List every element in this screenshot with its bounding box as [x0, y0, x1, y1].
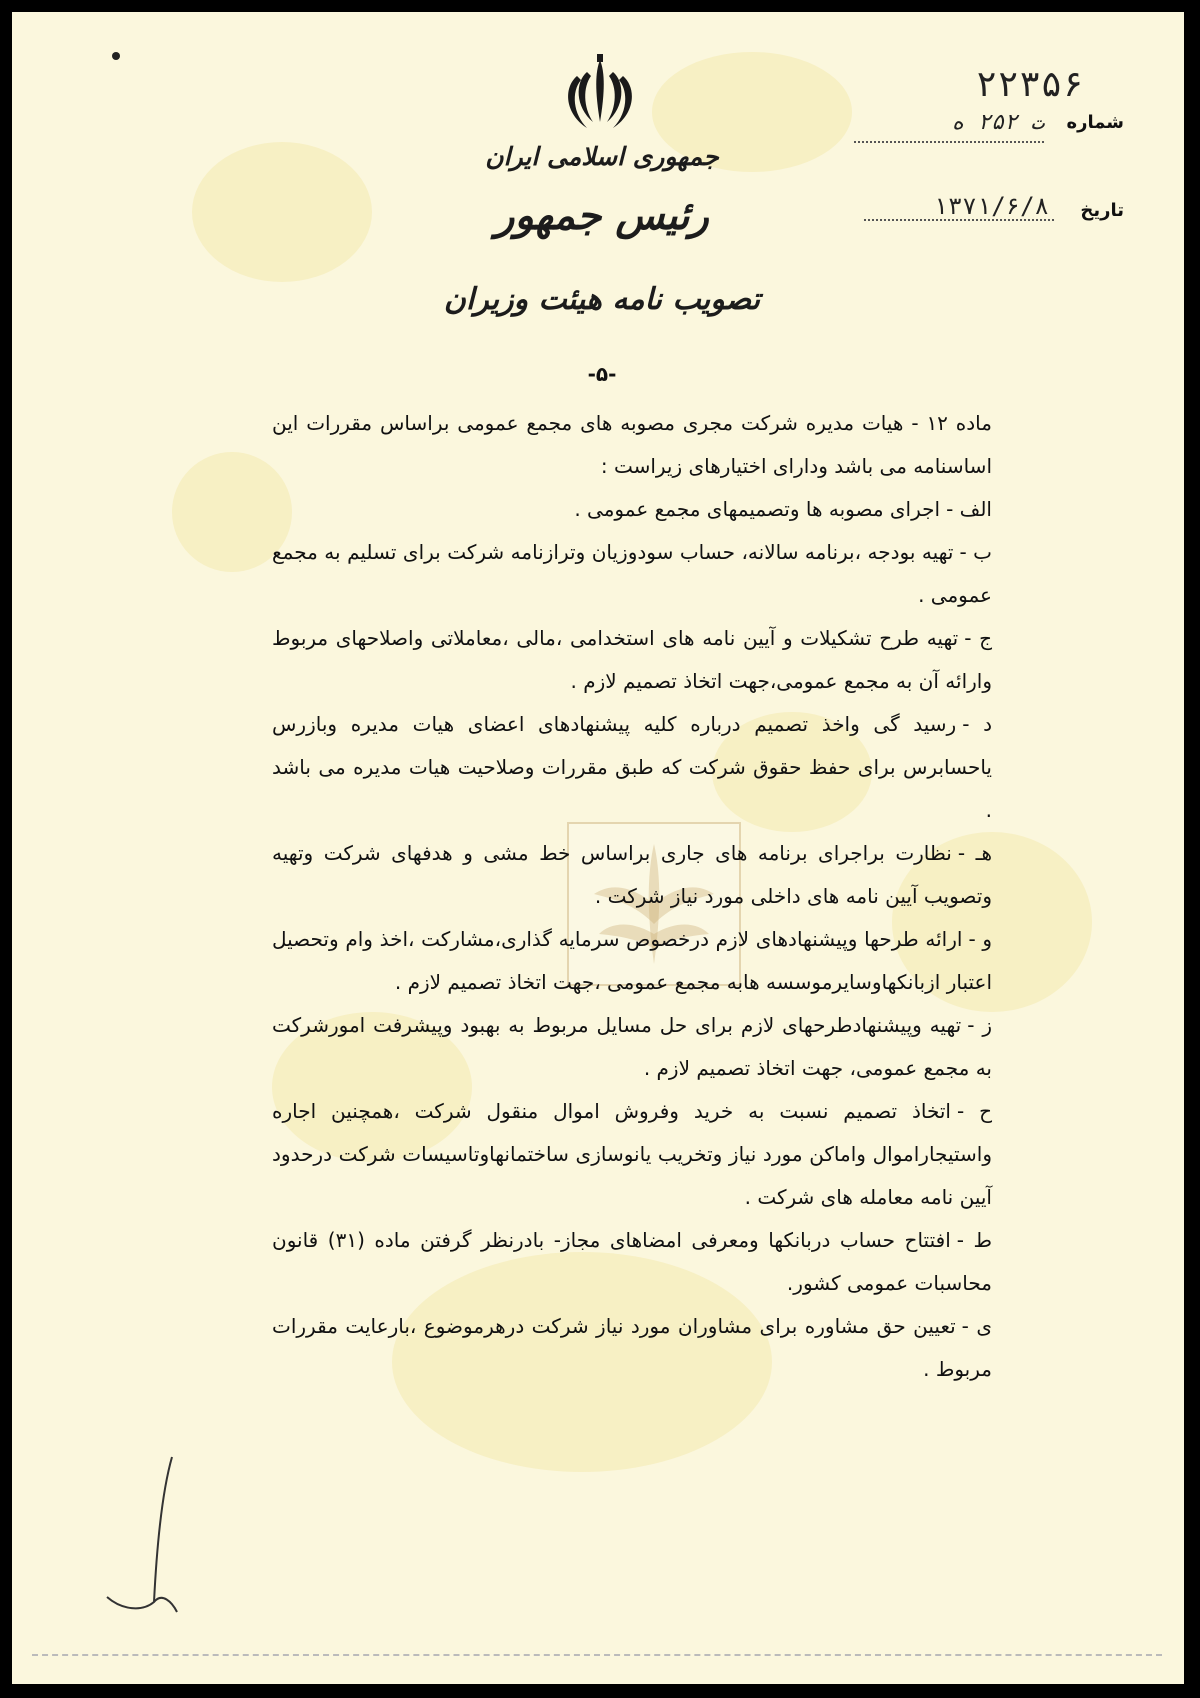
- article-heading: ماده ۱۲ - هیات مدیره شرکت مجری مصوبه های مجمع عمومی براساس مقررات این اساسنامه می باشد ودارای اختیارهای زیراست :: [272, 411, 992, 478]
- clause: [272, 488, 992, 531]
- clause-letter: ح -: [957, 1099, 992, 1123]
- clause: [272, 531, 992, 617]
- clause: [272, 1219, 992, 1305]
- ink-dot: [112, 52, 120, 60]
- clause-letter: ز -: [967, 1013, 992, 1037]
- clause: [272, 617, 992, 703]
- date-label: تاریخ: [1080, 200, 1124, 221]
- clause-letter: ج -: [964, 626, 992, 650]
- clause: [272, 1004, 992, 1090]
- clause-text: نظارت براجرای برنامه های جاری براساس خط مشی و هدفهای شرکت وتهیه وتصویب آیین نامه های داخلی مورد نیاز شرکت .: [272, 841, 992, 908]
- number-dotted-line: [854, 140, 1044, 143]
- iran-emblem-icon: [557, 52, 643, 138]
- clause-letter: الف -: [946, 497, 992, 521]
- clause-text: اتخاذ تصمیم نسبت به خرید وفروش اموال منقول شرکت ،همچنین اجاره واستیجاراموال واماکن مورد نیاز وتخریب یانوسازی ساختمانهاوتاسیسات شرکت درحدود آیین نامه معامله های شرکت .: [272, 1099, 992, 1209]
- clause-text: تهیه بودجه ،برنامه سالانه، حساب سودوزیان وترازنامه شرکت برای تسلیم به مجمع عمومی .: [272, 540, 992, 607]
- handwritten-signature: [102, 1452, 192, 1622]
- clause: [272, 832, 992, 918]
- clause-text: تهیه طرح تشکیلات و آیین نامه های استخدامی ،مالی ،معاملاتی واصلاحهای مربوط وارائه آن به مجمع عمومی،جهت اتخاذ تصمیم لازم .: [272, 626, 992, 693]
- clause-text: افتتاح حساب دربانکها ومعرفی امضاهای مجاز- بادرنظر گرفتن ماده (۳۱) قانون محاسبات عمومی کشور.: [272, 1228, 992, 1295]
- clause-text: اجرای مصوبه ها وتصمیمهای مجمع عمومی .: [574, 497, 941, 521]
- clause: [272, 1090, 992, 1219]
- number-value: ت ۲۵۲ ه: [951, 110, 1044, 135]
- clause-letter: ب -: [959, 540, 992, 564]
- clause-text: تهیه وپیشنهادطرحهای لازم برای حل مسایل مربوط به بهبود وپیشرفت امورشرکت به مجمع عمومی، جهت اتخاذ تصمیم لازم .: [272, 1013, 992, 1080]
- article-body: [272, 402, 992, 1391]
- clause: [272, 1305, 992, 1391]
- date-value: ۱۳۷۱/۶/۸: [933, 192, 1049, 220]
- document-paper: [12, 12, 1184, 1684]
- clause: [272, 703, 992, 832]
- clause-letter: ط -: [956, 1228, 992, 1252]
- clause-text: تعیین حق مشاوره برای مشاوران مورد نیاز شرکت درهرموضوع ،بارعایت مقررات مربوط .: [272, 1314, 992, 1381]
- clause: [272, 918, 992, 1004]
- clause-letter: ی -: [961, 1314, 992, 1338]
- clause-letter: و -: [968, 927, 992, 951]
- stain: [192, 142, 372, 282]
- clause-letter: هـ -: [957, 841, 992, 865]
- office-title: رئیس جمهور: [495, 192, 709, 239]
- page-number: -۵-: [587, 362, 617, 386]
- clause-text: رسید گی واخذ تصمیم درباره کلیه پیشنهادهای اعضای هیات مدیره وبازرس یاحسابرس برای حفظ حقوق شرکت که طبق مقررات وصلاحیت هیات مدیره می باشد .: [272, 712, 992, 822]
- republic-title: جمهوری اسلامی ایران: [485, 142, 719, 171]
- number-label: شماره: [1066, 112, 1124, 133]
- clause-letter: د -: [962, 712, 992, 736]
- document-type-title: تصویب نامه هیئت وزیران: [443, 282, 761, 317]
- serial-number: ۲۲۳۵۶: [975, 64, 1084, 105]
- clause-text: ارائه طرحها وپیشنهادهای لازم درخصوص سرمایه گذاری،مشارکت ،اخذ وام وتحصیل اعتبار ازبانکهاوسایرموسسه هابه مجمع عمومی ،جهت اتخاذ تصمیم لازم .: [272, 927, 992, 994]
- footer-divider: [32, 1652, 1162, 1656]
